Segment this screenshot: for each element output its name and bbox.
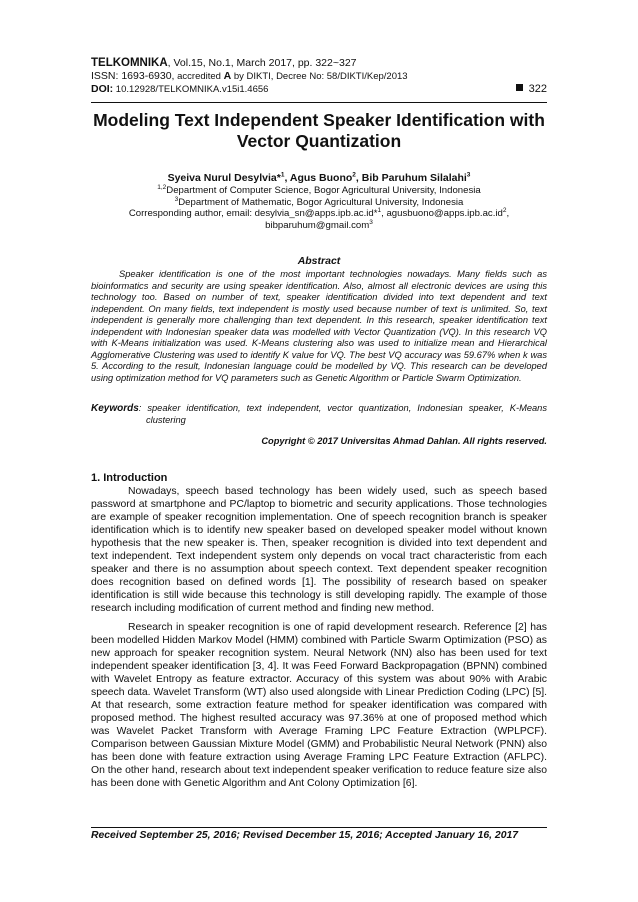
corr-sup-3: 3 <box>369 218 373 226</box>
author-3-sup: 3 <box>466 171 471 179</box>
author-3: Bib Paruhum Silalahi <box>361 172 467 184</box>
corr-sup-2: 2 <box>502 206 507 214</box>
accreditation-prefix: accredited <box>174 71 224 82</box>
footer-rule <box>91 827 547 828</box>
abstract-heading: Abstract <box>297 255 341 267</box>
title-line-2: Vector Quantization <box>236 131 402 151</box>
author-sep-2: , <box>355 172 362 184</box>
corresponding-author-line-2 <box>91 220 547 232</box>
doi-label: DOI: <box>91 83 114 95</box>
author-2: Agus Buono <box>289 172 353 184</box>
page-number <box>516 83 547 96</box>
keywords-text: : speaker identification, text independent, vector quantization, Indonesian speaker, K-Means clustering <box>138 403 547 425</box>
affiliation-1-sup: 1,2 <box>157 183 167 191</box>
keywords-label: Keywords <box>91 403 139 414</box>
paper-title <box>80 110 558 152</box>
issn-line <box>91 70 547 83</box>
corr-sup-1: 1 <box>377 206 382 214</box>
author-2-sup: 2 <box>352 171 356 179</box>
corr-comma: , <box>506 208 510 219</box>
doi-line <box>91 83 547 96</box>
square-bullet-icon <box>516 84 523 91</box>
corresponding-author <box>91 208 547 220</box>
received-dates: Received September 25, 2016; Revised December 15, 2016; Accepted January 16, 2017 <box>91 830 519 841</box>
author-block <box>91 172 547 231</box>
journal-citation-line <box>91 57 547 70</box>
intro-paragraph-2: Research in speaker recognition is one of rapid development research. Reference [2] has been modelled Hidden Markov Model (HMM) combined with Particle Swarm Optimization (PSO) as new approach for speaker recognition system. Neural Network (NN) also has been used for text independent speaker identification [3, 4]. It was Feed Forward Backpropagation (BPNN) combined with Wavelet Entropy as feature extractor. Accuracy of this system was about 90% with Arabic speech data. Wavelet Transform (WT) also used alongside with Linear Prediction Coding (LPC) [5]. At that research, some extraction feature method for speaker identification was compared with proposed method. The highest resulted accuracy was 97.36% at one of proposed method which was Wavelet Packet Transform with Average Framing LPC Feature Extraction (WPLPCF). Comparison between Gaussian Mixture Model (GMM) and Probabilistic Neural Network (PNN) also has been done with feature extraction using Average Framing LPC Feature Extraction (AFLPC). On the other hand, research about text independent speaker verification to reduce feature size also has been done with Genetic Algorithm and Ant Colony Optimization [6]. <box>91 622 547 789</box>
author-1: Syeiva Nurul Desylvia* <box>167 172 281 184</box>
author-1-sup: 1 <box>280 171 285 179</box>
accreditation-rest: by DIKTI, Decree No: 58/DIKTI/Kep/2013 <box>231 71 408 82</box>
affiliation-2 <box>91 197 547 209</box>
doi-value: 10.12928/TELKOMNIKA.v15i1.4656 <box>113 84 269 95</box>
corr-email-1: Corresponding author, email: desylvia_sn@apps.ipb.ac.id* <box>128 208 378 219</box>
keywords <box>91 403 547 426</box>
journal-header <box>91 57 547 96</box>
header-rule <box>91 102 547 103</box>
corr-email-2: , agusbuono@apps.ipb.ac.id <box>381 208 503 219</box>
affiliation-2-text: Department of Mathematic, Bogor Agricultural University, Indonesia <box>178 196 464 208</box>
corr-email-3: bibparuhum@gmail.com <box>265 219 370 231</box>
issn: ISSN: 1693-6930, <box>91 70 175 82</box>
copyright-notice: Copyright © 2017 Universitas Ahmad Dahlan. All rights reserved. <box>261 436 547 446</box>
journal-name: TELKOMNIKA <box>91 57 168 69</box>
section-heading-introduction: 1. Introduction <box>91 472 168 484</box>
intro-paragraph-1: Nowadays, speech based technology has been widely used, such as speech based password at smartphone and PC/laptop to biometric and security applications. Those technologies are example of speaker recognition implementation. One of speech recognition branch is speaker identification which is to identify new speaker based on developed speaker model without known hypothesis that the new speaker is. Then, speaker recognition is divided into text dependent and text independent. Text independent system only depends on vocal tract characteristic from each speaker and there is no assumption about speech context. Text dependent speaker recognition does recognition based on defined words [1]. The possibility of research based on speaker identification is still wide because this technology is still developing rapidly. The example of those research including modification of current method and finding new method. <box>91 486 547 614</box>
affiliation-1 <box>91 185 547 197</box>
affiliation-1-text: Department of Computer Science, Bogor Agricultural University, Indonesia <box>166 185 481 196</box>
page-number-value: 322 <box>528 83 547 95</box>
abstract-text: Speaker identification is one of the most important technologies nowadays. Many fields such as bioinformatics and security are using speaker identification. Also, almost all electronic devices are using this technology too. Based on number of text, speaker identification divided into text dependent and text independent. On many fields, text independent is mostly used because number of text is unlimited. So, text independent is generally more challenging than text dependent. In this research, speaker identification text independent with Indonesian speaker data was modelled with Vector Quantization (VQ). In this research VQ with K-Means initialization was used. K-Means clustering also was used to initialize mean and Hierarchical Agglomerative Clustering was used to identify K value for VQ. The best VQ accuracy was 59.67% when k was 5. According to the result, Indonesian language could be modelled by VQ. This research can be developed using optimization method for VQ parameters such as Genetic Algorithm or Particle Swarm Optimization. <box>91 269 547 383</box>
title-line-1: Modeling Text Independent Speaker Identification with <box>93 110 545 130</box>
author-sep-1: , <box>284 172 290 184</box>
accreditation-grade: A <box>223 70 232 82</box>
journal-volume: , Vol.15, No.1, March 2017, pp. 322~327 <box>167 57 357 69</box>
affiliation-2-sup: 3 <box>174 195 179 203</box>
